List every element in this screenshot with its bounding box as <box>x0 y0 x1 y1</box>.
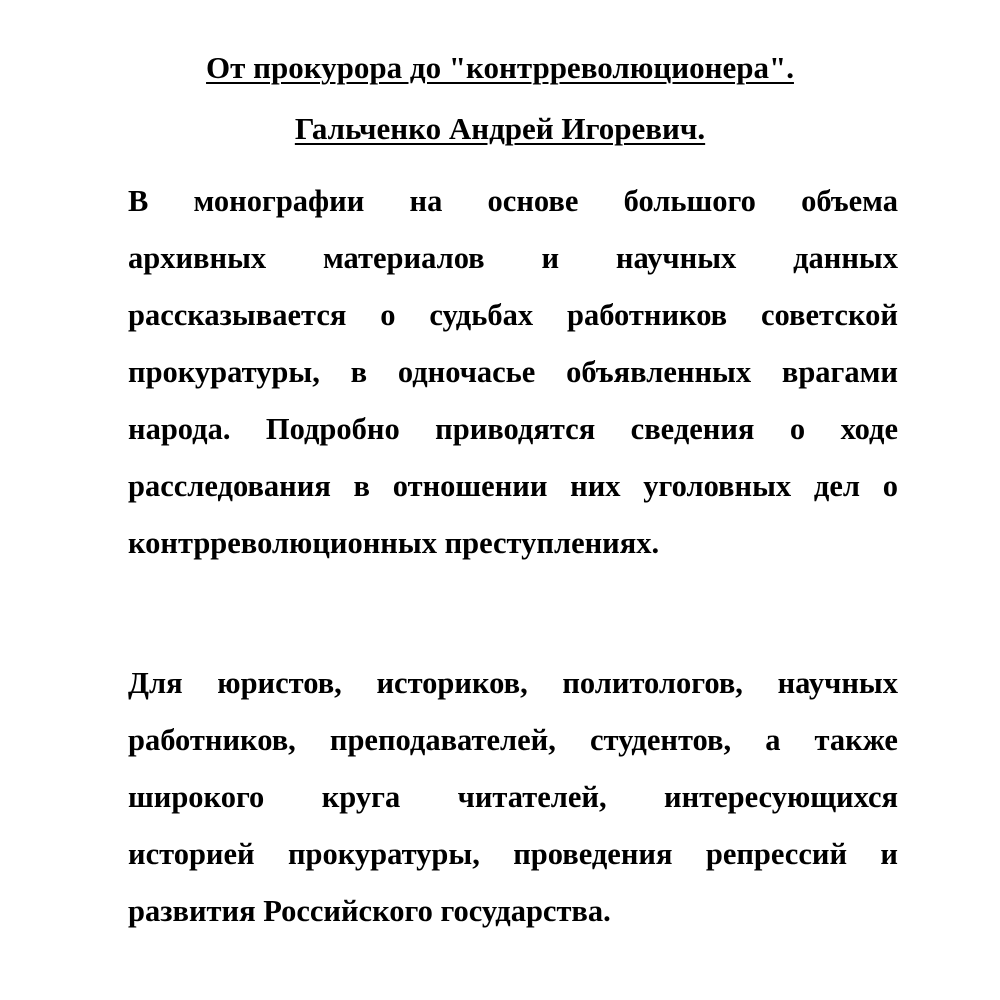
word: рассказывается <box>128 298 347 332</box>
word: прокуратуры, <box>287 837 480 871</box>
word: историков, <box>376 666 528 700</box>
word: приводятся <box>435 412 596 446</box>
paragraph-line <box>128 826 898 883</box>
author-name: Гальченко Андрей Игоревич. <box>294 111 706 146</box>
word: дел <box>813 469 860 503</box>
word: судьбах <box>429 298 534 332</box>
word: репрессий <box>705 837 848 871</box>
word: советской <box>761 298 898 332</box>
word: прокуратуры, <box>128 355 320 389</box>
word: интересующихся <box>664 780 898 814</box>
word: них <box>570 469 621 503</box>
word: в <box>350 355 368 389</box>
word: а <box>765 723 781 757</box>
word: и <box>541 241 560 275</box>
word: проведения <box>513 837 673 871</box>
document-title: От прокурора до "контрреволюционера". <box>206 50 794 85</box>
word: о <box>882 469 898 503</box>
word: студентов, <box>589 723 732 757</box>
word: архивных <box>128 241 267 275</box>
word: в <box>353 469 371 503</box>
word: научных <box>777 666 898 700</box>
word: расследования <box>128 469 331 503</box>
word: о <box>789 412 806 446</box>
word: одночасье <box>397 355 536 389</box>
word: уголовных <box>643 469 792 503</box>
paragraph-line <box>128 230 898 287</box>
description-paragraph <box>128 173 898 572</box>
word: широкого <box>128 780 265 814</box>
word: сведения <box>630 412 755 446</box>
audience-paragraph <box>128 655 898 940</box>
word: читателей, <box>457 780 607 814</box>
word: монографии <box>193 184 365 218</box>
word: круга <box>321 780 401 814</box>
word: работников <box>566 298 728 332</box>
word: Для <box>128 666 183 700</box>
word: на <box>409 184 443 218</box>
word: и <box>880 837 898 871</box>
word: врагами <box>781 355 898 389</box>
word: научных <box>615 241 737 275</box>
word: отношении <box>392 469 548 503</box>
word: преподавателей, <box>329 723 556 757</box>
paragraph-line <box>128 173 898 230</box>
paragraph-line <box>128 655 898 712</box>
word: материалов <box>322 241 485 275</box>
word: объема <box>801 184 898 218</box>
word: о <box>380 298 396 332</box>
paragraph-line <box>128 401 898 458</box>
paragraph-last-line: развития Российского государства. <box>128 894 611 928</box>
word: ходе <box>840 412 898 446</box>
word: работников, <box>128 723 296 757</box>
paragraph-line <box>128 712 898 769</box>
paragraph-line <box>128 769 898 826</box>
word: В <box>128 184 149 218</box>
word: основе <box>487 184 579 218</box>
word: Подробно <box>265 412 400 446</box>
word: юристов, <box>217 666 342 700</box>
word: объявленных <box>566 355 752 389</box>
paragraph-line <box>128 458 898 515</box>
word: историей <box>128 837 255 871</box>
word: данных <box>793 241 898 275</box>
word: также <box>814 723 898 757</box>
paragraph-last-line: контрреволюционных преступлениях. <box>128 526 660 560</box>
paragraph-line <box>128 344 898 401</box>
word: народа. <box>128 412 231 446</box>
word: политологов, <box>562 666 743 700</box>
paragraph-line <box>128 287 898 344</box>
word: большого <box>623 184 756 218</box>
